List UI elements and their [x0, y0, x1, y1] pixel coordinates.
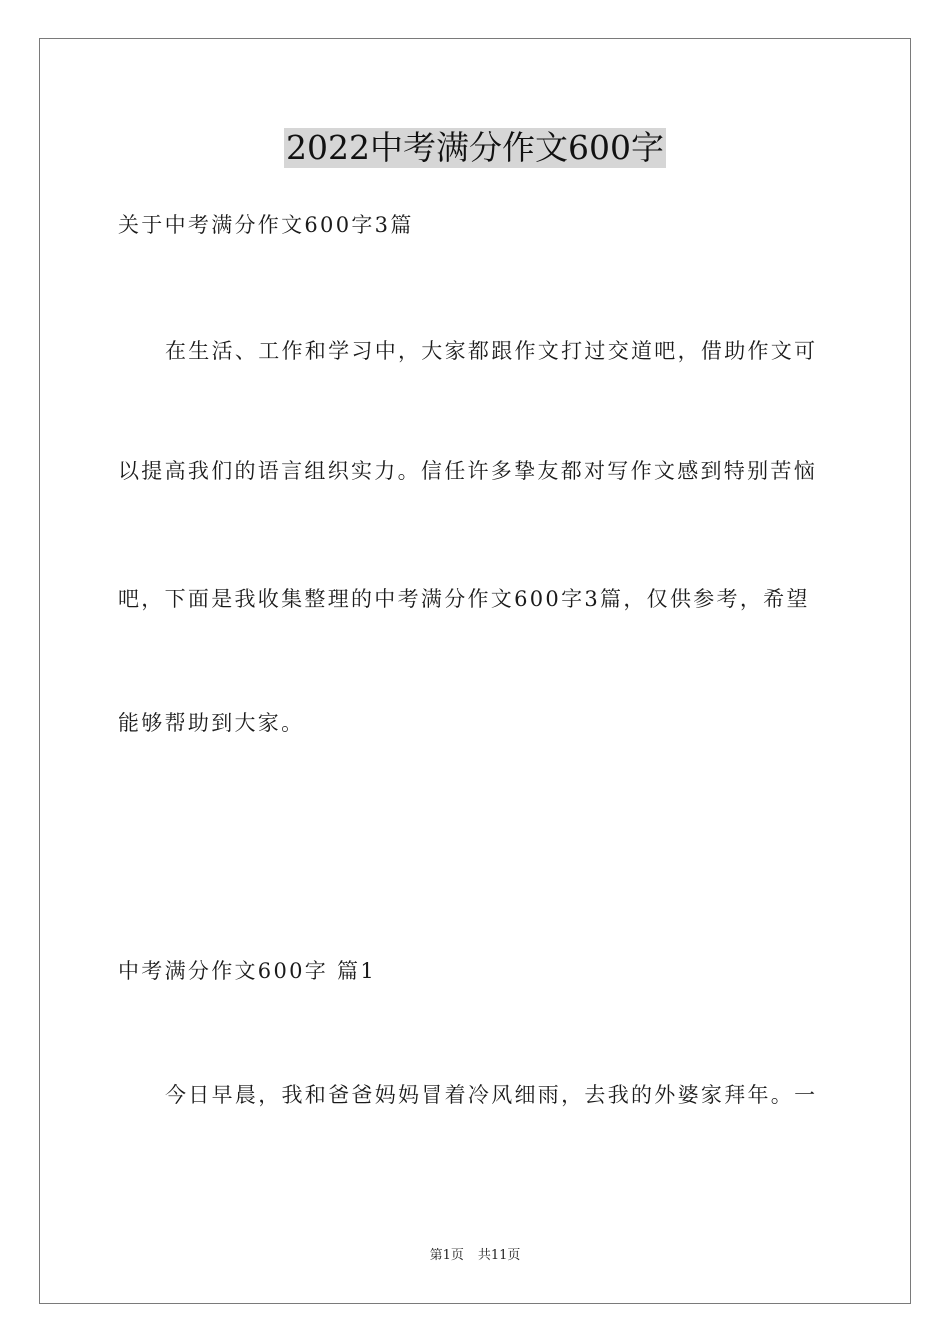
page-total: 共11页: [477, 1248, 521, 1263]
paragraph-line: 能够帮助到大家。: [118, 711, 305, 735]
paragraph-line: 在生活、工作和学习中，大家都跟作文打过交道吧，借助作文可: [165, 339, 818, 363]
paragraph-line: 以提高我们的语言组织实力。信任许多挚友都对写作文感到特别苦恼: [118, 459, 817, 483]
page-number: 第1页: [429, 1248, 464, 1263]
paragraph-line: 吧，下面是我收集整理的中考满分作文600字3篇，仅供参考，希望: [118, 587, 810, 611]
section-heading: 中考满分作文600字 篇1: [118, 959, 377, 983]
document-subtitle: 关于中考满分作文600字3篇: [118, 213, 414, 237]
title-container: [0, 128, 950, 168]
paragraph-line: 今日早晨，我和爸爸妈妈冒着冷风细雨，去我的外婆家拜年。一: [165, 1083, 818, 1107]
page-footer: [0, 1247, 950, 1265]
document-title: 2022中考满分作文600字: [286, 128, 664, 167]
